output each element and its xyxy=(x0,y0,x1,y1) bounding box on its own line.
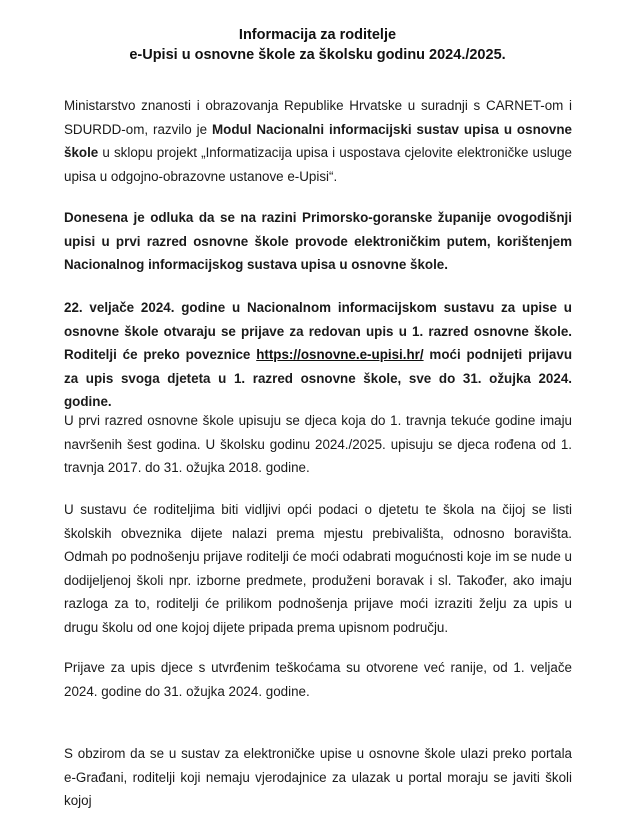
document-subtitle: e-Upisi u osnovne škole za školsku godinu 2024./2025. xyxy=(129,47,506,63)
paragraph-special-needs: Prijave za upis djece s utvrđenim teškoćama su otvorene već ranije, od 1. veljače 2024. godine do 31. ožujka 2024. godine. xyxy=(64,660,572,699)
paragraph-enrollment-dates xyxy=(64,296,572,414)
paragraph-intro-text-a: Ministarstvo znanosti i obrazovanja Republike Hrvatske u suradnji s CARNET-om i SDURDD-om, razvilo je xyxy=(64,98,572,137)
paragraph-intro-text-b: u sklopu projekt „Informatizacija upisa i uspostava cjelovite elektroničke usluge upisa u odgojno-obrazovne ustanove e-Upisi“. xyxy=(64,145,572,184)
document-title: Informacija za roditelje xyxy=(238,27,397,43)
paragraph-intro-bold: Modul Nacionalni informacijski sustav upisa u osnovne škole xyxy=(64,121,572,161)
paragraph-enrollment-text-a: 22. veljače 2024. godine u Nacionalnom informacijskom sustavu za upise u osnovne škole otvaraju se prijave za redovan upis u 1. razred osnovne škole. Roditelji će preko poveznice xyxy=(64,300,572,363)
paragraph-system-info: U sustavu će roditeljima biti vidljivi opći podaci o djetetu te škola na čijoj se listi školskih obveznika dijete nalazi prema mjestu prebivališta, odnosno boravišta. Odmah po podnošenju prijave roditelji će moći odabrati mogućnosti koje im se nude u dodijeljenoj školi npr. izborne predmete, produženi boravak i sl. Također, ako imaju razloga za to, roditelji će prilikom podnošenja prijave moći izraziti želju za upis u drugu školu od one kojoj dijete pripada prema upisnom području. xyxy=(64,502,572,635)
paragraph-enrollment-text-b: moći podnijeti prijavu za upis svoga djeteta u 1. razred osnovne škole, sve do 31. ožujka 2024. godine. xyxy=(64,347,572,410)
enrollment-portal-link[interactable]: https://osnovne.e-upisi.hr/ xyxy=(256,347,424,363)
paragraph-egradjani: S obzirom da se u sustav za elektroničke upise u osnovne škole ulazi preko portala e-Građani, roditelji koji nemaju vjerodajnice za ulazak u portal moraju se javiti školi kojoj xyxy=(64,746,572,809)
paragraph-decision: Donesena je odluka da se na razini Primorsko-goranske županije ovogodišnji upisi u prvi razred osnovne škole provode elektroničkim putem, korištenjem Nacionalnog informacijskog sustava upisa u osnovne škole. xyxy=(64,210,572,273)
paragraph-eligibility: U prvi razred osnovne škole upisuju se djeca koja do 1. travnja tekuće godine imaju navršenih šest godina. U školsku godinu 2024./2025. upisuju se djeca rođena od 1. travnja 2017. do 31. ožujka 2018. godine. xyxy=(64,413,572,476)
paragraph-intro xyxy=(64,94,572,188)
